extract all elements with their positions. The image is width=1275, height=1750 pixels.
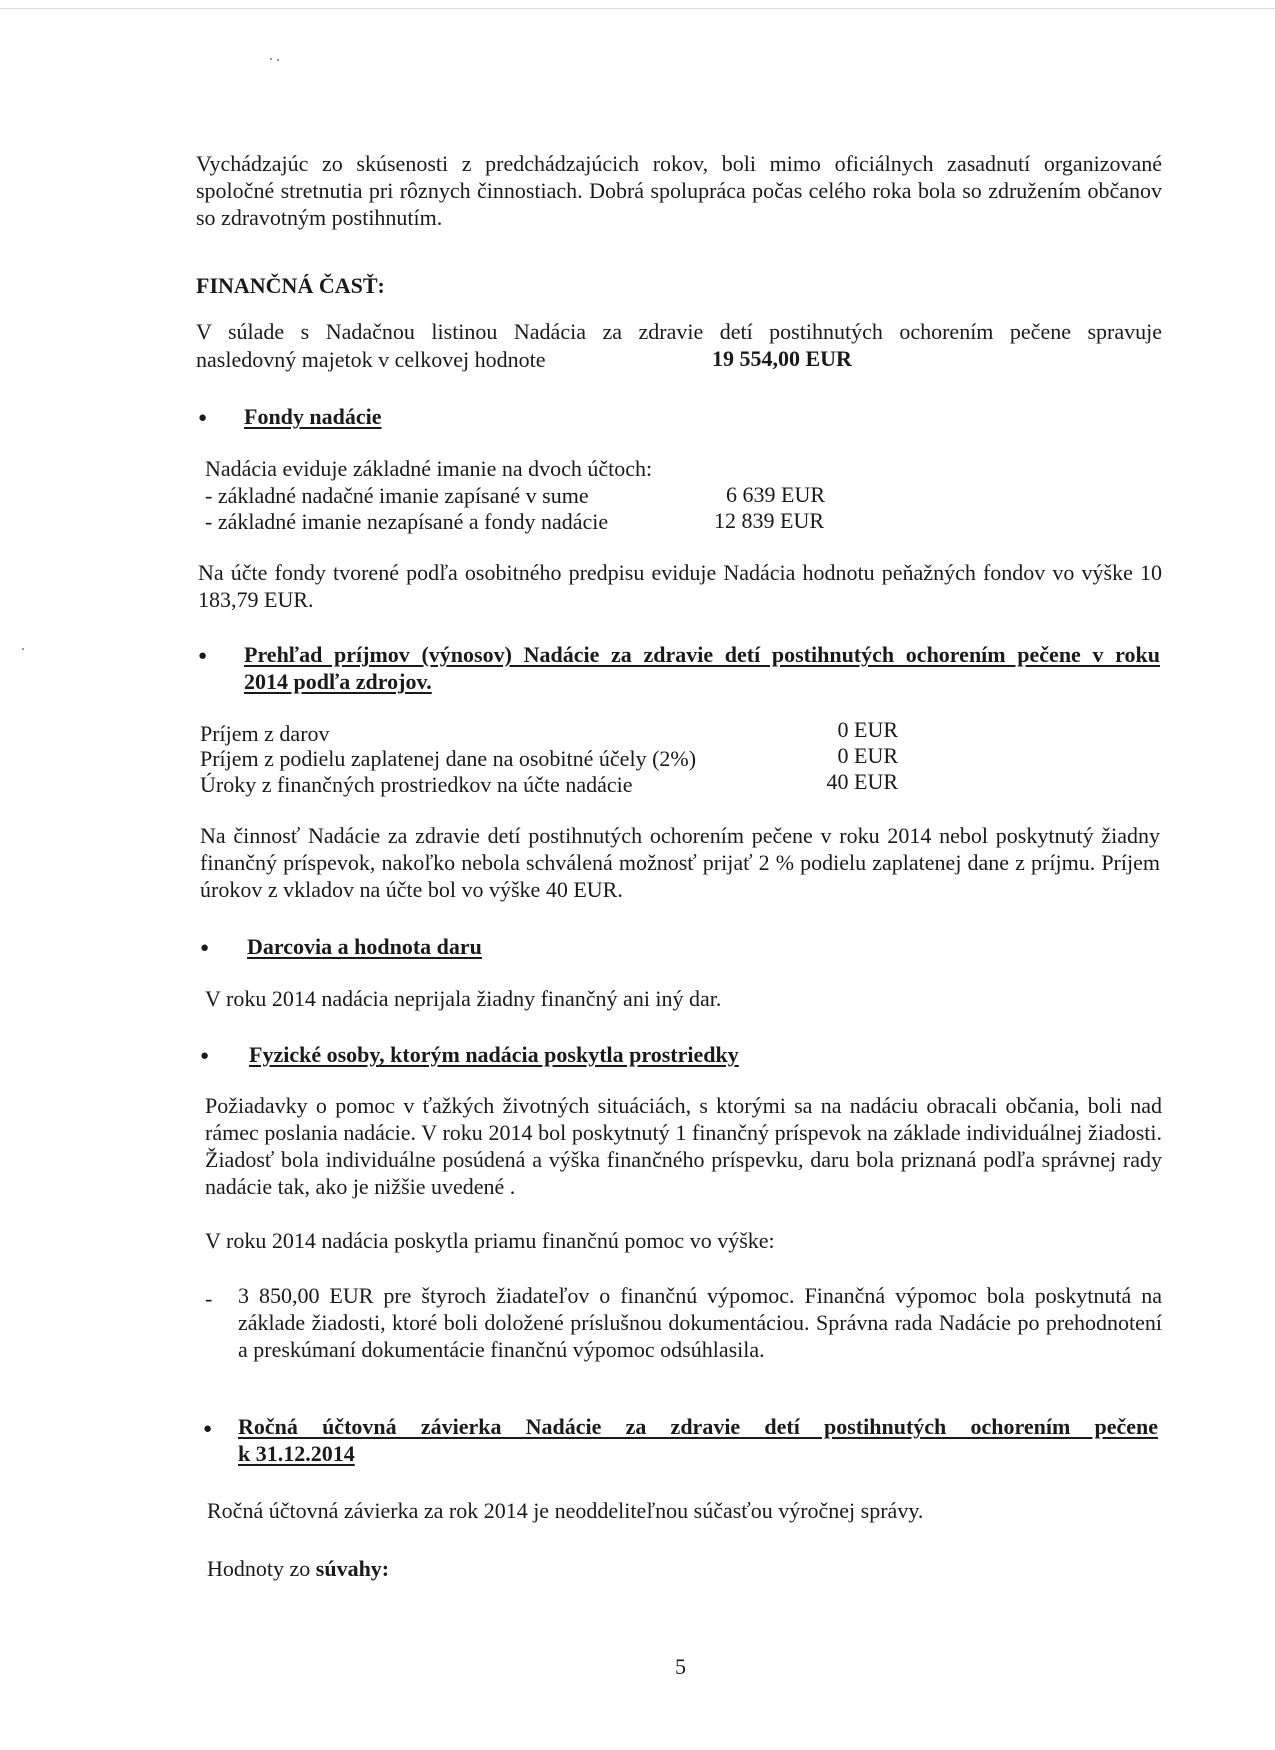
income-item-label: Úroky z finančných prostriedkov na účte nadácie [200, 772, 633, 797]
funds-heading: Fondy nadácie [244, 404, 382, 429]
assets-total: 19 554,00 EUR [712, 346, 852, 371]
bullet-icon: ● [198, 410, 208, 426]
income-item-value: 0 EUR [837, 717, 898, 742]
scan-top-edge [0, 8, 1275, 9]
funds-item-label: - základné nadačné imanie zapísané v sume [205, 483, 589, 508]
balance-label-prefix: Hodnoty zo [207, 1556, 316, 1581]
income-item-label: Príjem z podielu zaplatenej dane na osobitné účely (2%) [200, 746, 697, 771]
income-item-value: 40 EUR [826, 769, 898, 794]
bullet-icon: ● [200, 940, 210, 956]
bullet-icon: ● [203, 1421, 213, 1437]
aid-intro: V roku 2014 nadácia poskytla priamu finančnú pomoc vo výške: [205, 1228, 775, 1253]
donors-text: V roku 2014 nadácia neprijala žiadny finančný ani iný dar. [205, 986, 722, 1011]
intro-paragraph: Vychádzajúc zo skúsenosti z predchádzajúcich rokov, boli mimo oficiálnych zasadnutí organizované spoločné stretnutia pri rôznych činnostiach. Dobrá spolupráca počas celého roka bola so združením občanov so zdravotným postihnutím. [196, 151, 1162, 230]
aid-item: 3 850,00 EUR pre štyroch žiadateľov o finančnú výpomoc. Finančná výpomoc bola poskytnutá na základe žiadosti, ktoré boli doložené príslušnou dokumentáciou. Správna rada Nadácie po prehodnotení a preskúmaní dokumentácie finančnú výpomoc odsúhlasila. [238, 1283, 1162, 1362]
donors-heading: Darcovia a hodnota daru [247, 934, 482, 959]
income-item-value: 0 EUR [837, 743, 898, 768]
bullet-icon: ● [198, 648, 208, 664]
page-number: 5 [675, 1654, 686, 1679]
funds-intro: Nadácia eviduje základné imanie na dvoch účtoch: [205, 456, 653, 481]
scan-speck [277, 59, 279, 61]
scan-speck [22, 648, 24, 650]
funds-item-value: 6 639 EUR [726, 482, 825, 507]
assets-line-1: V súlade s Nadačnou listinou Nadácia za zdravie detí postihnutých ochorením pečene spravuje [196, 319, 1162, 344]
income-note: Na činnosť Nadácie za zdravie detí postihnutých ochorením pečene v roku 2014 nebol poskytnutý žiadny finančný príspevok, nakoľko nebola schválená možnosť prijať 2 % podielu zaplatenej dane z príjmu. Príjem úrokov z vkladov na účte bol vo výške 40 EUR. [200, 823, 1160, 902]
persons-heading: Fyzické osoby, ktorým nadácia poskytla prostriedky [249, 1042, 739, 1067]
income-heading-line-2: 2014 podľa zdrojov. [244, 669, 432, 694]
bullet-icon: ● [200, 1048, 210, 1064]
persons-text: Požiadavky o pomoc v ťažkých životných situáciách, s ktorými sa na nadáciu obracali občania, boli nad rámec poslania nadácie. V roku 2014 bol poskytnutý 1 finančný príspevok na základe individuálnej žiadosti. Žiadosť bola individuálne posúdená a výška finančného príspevku, daru bola priznaná podľa správnej rady nadácie tak, ako je nižšie uvedené . [205, 1093, 1162, 1199]
aid-dash: - [205, 1286, 213, 1311]
section-title: FINANČNÁ ČASŤ: [196, 273, 385, 298]
assets-line-2: nasledovný majetok v celkovej hodnote [196, 347, 546, 372]
funds-item-label: - základné imanie nezapísané a fondy nadácie [205, 509, 609, 534]
balance-label-bold: súvahy: [315, 1556, 390, 1581]
balance-label [207, 1555, 389, 1582]
annual-heading-line-1: Ročná účtovná závierka Nadácie za zdravie detí postihnutých ochorením pečene [238, 1414, 1158, 1439]
annual-heading-line-2: k 31.12.2014 [238, 1441, 355, 1466]
annual-text: Ročná účtovná závierka za rok 2014 je neoddeliteľnou súčasťou výročnej správy. [207, 1498, 924, 1523]
scan-speck [270, 58, 272, 60]
income-item-label: Príjem z darov [200, 721, 330, 746]
income-heading-line-1: Prehľad príjmov (výnosov) Nadácie za zdravie detí postihnutých ochorením pečene v roku [244, 642, 1160, 667]
funds-item-value: 12 839 EUR [714, 508, 824, 533]
funds-note: Na účte fondy tvorené podľa osobitného predpisu eviduje Nadácia hodnotu peňažných fondov vo výške 10 183,79 EUR. [198, 560, 1162, 612]
